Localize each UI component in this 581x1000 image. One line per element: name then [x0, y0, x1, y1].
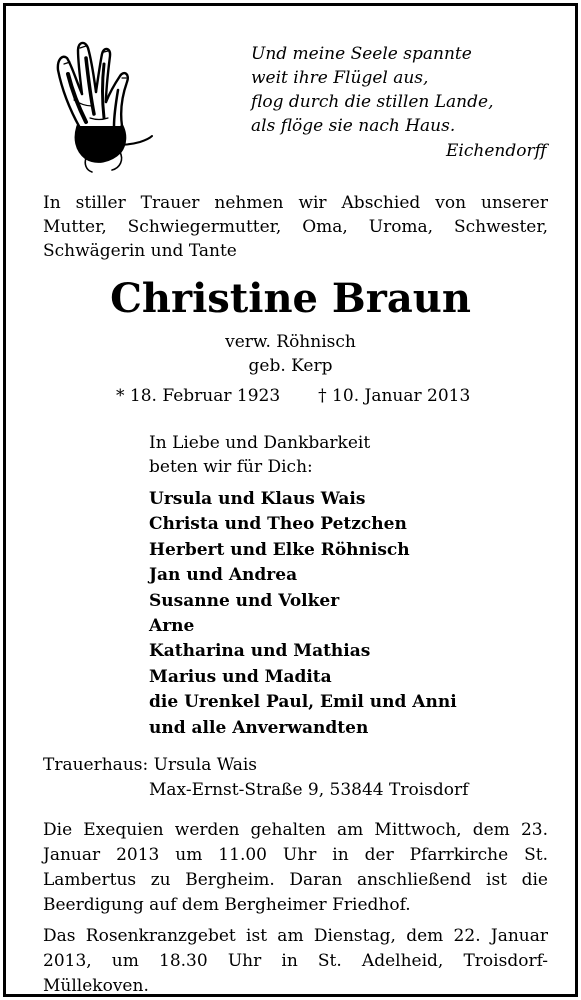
love-line: In Liebe und Dankbarkeit [149, 433, 371, 453]
love-text [149, 431, 370, 479]
poem-line: als flöge sie nach Haus. [251, 116, 456, 136]
list-item: Arne [149, 616, 195, 637]
poem-line: Und meine Seele spannte [251, 44, 472, 64]
deceased-name: Christine Braun [110, 275, 471, 322]
list-item: Jan und Andrea [149, 565, 298, 586]
list-item: Susanne und Volker [149, 590, 340, 611]
list-item: und alle Anverwandten [149, 717, 369, 738]
rosary-paragraph: Das Rosenkranzgebet ist am Dienstag, dem 22. Januar 2013, um 18.30 Uhr in St. Adelheid, Troisdorf-Müllekoven. [43, 926, 548, 996]
mourning-house-label: Trauerhaus: Ursula Wais [43, 755, 258, 775]
list-item: Marius und Madita [149, 666, 332, 687]
mourning-house-address: Max-Ernst-Straße 9, 53844 Troisdorf [149, 780, 469, 800]
birth-date: * 18. Februar 1923 [116, 386, 281, 406]
praying-hands-icon [40, 34, 155, 174]
life-dates [116, 386, 470, 406]
death-date: † 10. Januar 2013 [318, 386, 471, 406]
list-item: die Urenkel Paul, Emil und Anni [149, 692, 457, 713]
poem-line: flog durch die stillen Lande, [251, 92, 494, 112]
list-item: Herbert und Elke Röhnisch [149, 539, 410, 560]
intro-text: In stiller Trauer nehmen wir Abschied von unserer Mutter, Schwiegermutter, Oma, Uroma, Schwester, Schwägerin und Tante [43, 193, 548, 261]
poem-line: weit ihre Flügel aus, [251, 68, 429, 88]
list-item: Ursula und Klaus Wais [149, 489, 366, 509]
poem-author: Eichendorff [446, 141, 547, 161]
mourners-list [149, 487, 457, 741]
love-line: beten wir für Dich: [149, 457, 313, 477]
list-item: Christa und Theo Petzchen [149, 514, 407, 535]
poem [251, 42, 493, 138]
list-item: Katharina und Mathias [149, 641, 371, 662]
widowed-name: verw. Röhnisch [225, 332, 356, 352]
obituary-notice [3, 3, 578, 997]
birth-name: geb. Kerp [248, 356, 333, 376]
funeral-paragraph: Die Exequien werden gehalten am Mittwoch, dem 23. Januar 2013 um 11.00 Uhr in der Pfarrkirche St. Lambertus zu Bergheim. Daran anschließend ist die Beerdigung auf dem Bergheimer Friedhof. [43, 820, 548, 915]
